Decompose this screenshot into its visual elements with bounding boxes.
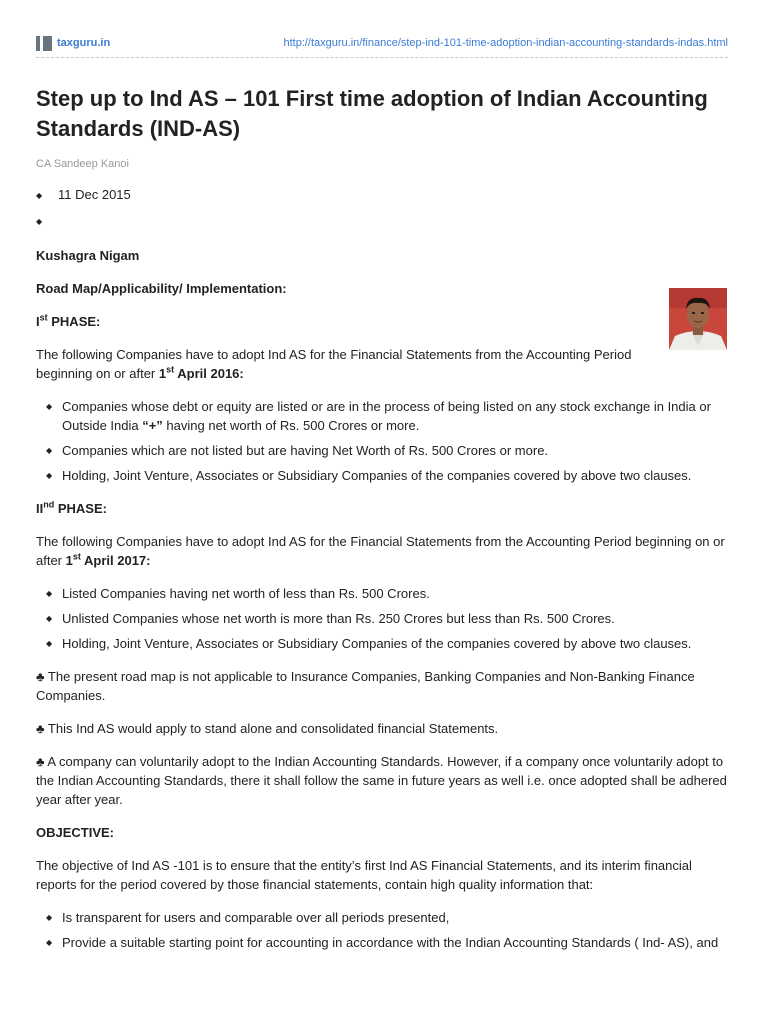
author-photo — [669, 288, 727, 350]
list-item — [36, 609, 730, 628]
road-map-heading: Road Map/Applicability/ Implementation: — [36, 281, 287, 296]
phase1-date-sup: st — [166, 364, 175, 375]
article-title: Step up to Ind AS – 101 First time adoption of Indian Accounting Standards (IND-AS) — [36, 86, 708, 141]
diamond-bullet-icon: ◆ — [46, 639, 53, 648]
diamond-bullet-icon: ◆ — [46, 614, 53, 623]
phase2-date-pre: 1 — [65, 553, 73, 568]
diamond-bullet-icon: ◆ — [46, 446, 53, 455]
list-item — [36, 441, 730, 460]
bar-logo-icon — [36, 36, 52, 51]
phase1-date-post: April 2016: — [174, 366, 244, 381]
list-item — [36, 466, 730, 485]
header-divider — [36, 57, 728, 58]
phase2-date — [66, 553, 151, 568]
meta-date — [36, 186, 730, 204]
phase1-heading-sup: st — [39, 312, 48, 323]
diamond-bullet-icon: ◆ — [46, 589, 53, 598]
list-item — [36, 933, 730, 952]
objective-intro: The objective of Ind AS -101 is to ensure that the entity’s first Ind AS Financial Statements, and its interim financial reports for the period covered by those financial statements, contain high quality information that: — [36, 858, 692, 892]
phase1-heading-pre: I — [36, 314, 40, 329]
meta-empty — [36, 212, 730, 230]
article-meta — [36, 186, 730, 230]
phase2-list — [36, 584, 730, 653]
phase1-intro-text: The following Companies have to adopt Ind AS for the Financial Statements from the Accounting Period beginning on or after — [36, 347, 632, 381]
diamond-bullet-icon: ◆ — [36, 217, 43, 226]
phase2-intro-text: The following Companies have to adopt Ind AS for the Financial Statements from the Accounting Period beginning on or after — [36, 534, 725, 568]
diamond-bullet-icon: ◆ — [36, 191, 43, 200]
phase1-intro — [36, 345, 656, 383]
phase2-date-sup: st — [72, 551, 81, 562]
phase1-item1-post: having net worth of Rs. 500 Crores or more. — [162, 418, 420, 433]
phase2-item3-text: Holding, Joint Venture, Associates or Subsidiary Companies of the companies covered by above two clauses. — [62, 636, 692, 651]
phase2-heading — [36, 499, 730, 518]
writer-name: Kushagra Nigam — [36, 248, 140, 263]
objective-list — [36, 908, 730, 952]
phase2-heading-sup: nd — [43, 499, 55, 510]
phase1-item1-pre: Companies whose debt or equity are listed or are in the process of being listed on any stock exchange in India or Outside India — [62, 399, 711, 433]
list-item — [36, 397, 730, 435]
phase1-heading — [36, 312, 730, 331]
objective-heading: OBJECTIVE: — [36, 825, 115, 840]
note-stand-alone: ♣ This Ind AS would apply to stand alone and consolidated financial Statements. — [36, 721, 499, 736]
note-voluntary-adoption: ♣ A company can voluntarily adopt to the Indian Accounting Standards. However, if a company once voluntarily adopt to the Indian Accounting Standards, there it shall follow the same in future years as well i.e. once adopted shall be adhered year after year. — [36, 754, 727, 807]
site-name-link[interactable]: taxguru.in — [57, 37, 111, 49]
list-item — [36, 908, 730, 927]
phase1-heading-post: PHASE: — [47, 314, 101, 329]
page-header — [36, 34, 728, 56]
list-item — [36, 634, 730, 653]
phase2-item1-text: Listed Companies having net worth of less than Rs. 500 Crores. — [62, 586, 430, 601]
phase1-item2-text: Companies which are not listed but are having Net Worth of Rs. 500 Crores or more. — [62, 443, 549, 458]
article-content — [36, 84, 730, 966]
phase1-date-pre: 1 — [158, 366, 167, 381]
objective-item1-text: Is transparent for users and comparable over all periods presented, — [62, 910, 450, 925]
diamond-bullet-icon: ◆ — [46, 471, 53, 480]
date-text: 11 Dec 2015 — [58, 187, 131, 202]
page-url-link[interactable]: http://taxguru.in/finance/step-ind-101-time-adoption-indian-accounting-standards-indas.html — [283, 37, 728, 49]
phase1-list — [36, 397, 730, 485]
phase2-heading-post: PHASE: — [54, 501, 107, 516]
phase1-date — [159, 366, 244, 381]
phase2-intro — [36, 532, 730, 570]
phase2-date-post: April 2017: — [80, 553, 151, 568]
phase2-heading-pre: II — [36, 501, 44, 516]
objective-item2-text: Provide a suitable starting point for accounting in accordance with the Indian Accounting Standards ( Ind- AS), and — [62, 935, 719, 950]
diamond-bullet-icon: ◆ — [46, 402, 53, 411]
phase1-item1-bold: “+” — [142, 418, 163, 433]
diamond-bullet-icon: ◆ — [46, 938, 53, 947]
diamond-bullet-icon: ◆ — [46, 913, 53, 922]
author-name: CA Sandeep Kanoi — [36, 158, 129, 170]
phase1-item3-text: Holding, Joint Venture, Associates or Subsidiary Companies of the companies covered by above two clauses. — [62, 468, 692, 483]
phase2-item2-text: Unlisted Companies whose net worth is more than Rs. 250 Crores but less than Rs. 500 Crores. — [62, 611, 615, 626]
list-item — [36, 584, 730, 603]
note-not-applicable: ♣ The present road map is not applicable to Insurance Companies, Banking Companies and Non-Banking Finance Companies. — [36, 669, 695, 703]
